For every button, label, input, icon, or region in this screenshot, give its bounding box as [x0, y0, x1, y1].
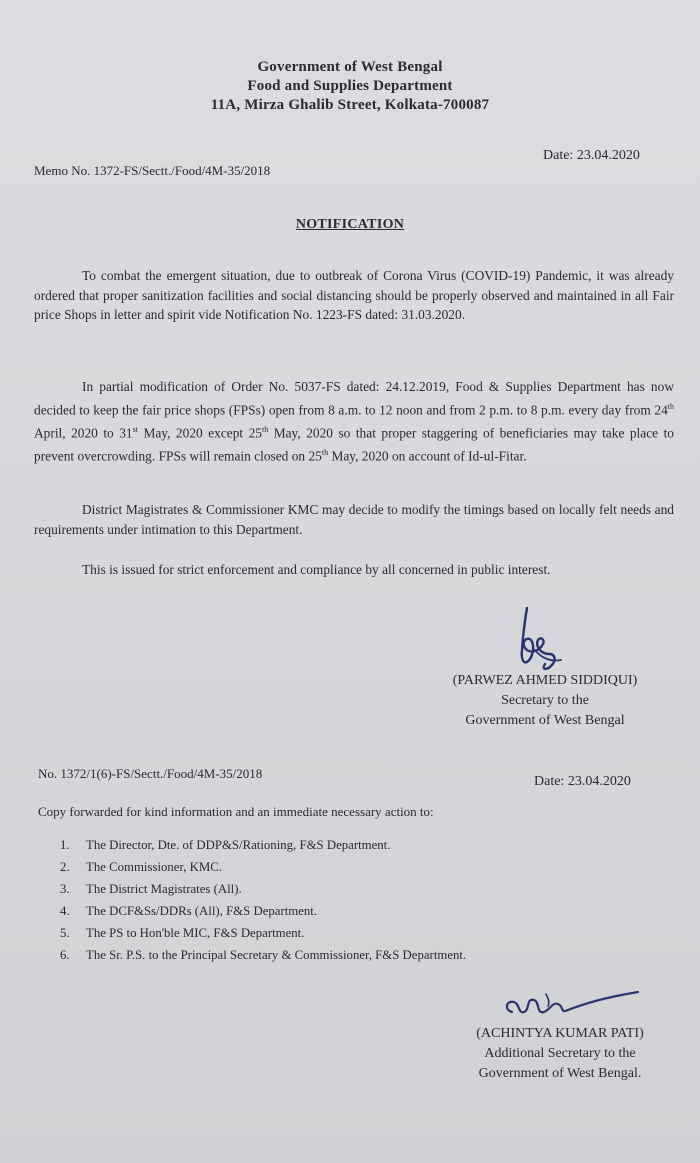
signatory-1-name: (PARWEZ AHMED SIDDIQUI) — [452, 673, 638, 688]
list-item-number: 2. — [60, 860, 70, 874]
paragraph-2-text-c: May, 2020 except 25 — [137, 425, 262, 441]
signatory-2-name: (ACHINTYA KUMAR PATI) — [476, 1026, 644, 1041]
superscript: th — [667, 401, 674, 411]
copy-intro: Copy forwarded for kind information and an immediate necessary action to: — [38, 804, 434, 819]
list-item — [60, 856, 620, 878]
signature-2 — [498, 986, 648, 1026]
notification-title: NOTIFICATION — [295, 217, 405, 232]
list-item-number: 3. — [60, 882, 70, 896]
copy-recipient-list — [60, 834, 620, 966]
superscript: th — [321, 447, 329, 457]
signatory-2 — [440, 1024, 680, 1084]
paragraph-1: To combat the emergent situation, due to outbreak of Corona Virus (COVID-19) Pandemic, it was already ordered that proper sanitization facilities and social distancing should be properly observed and maintained in all Fair price Shops in letter and spirit vide Notification No. 1223-FS dated: 31.03.2020. — [34, 268, 674, 323]
letterhead-government: Government of West Bengal — [257, 59, 443, 75]
signatory-2-government: Government of West Bengal. — [478, 1066, 642, 1081]
list-item — [60, 900, 620, 922]
paragraph-2 — [34, 377, 674, 466]
list-item-text: The DCF&Ss/DDRs (All), F&S Department. — [86, 904, 318, 918]
list-item — [60, 878, 620, 900]
letterhead — [0, 58, 700, 115]
signatory-1-government: Government of West Bengal — [465, 713, 625, 728]
list-item — [60, 834, 620, 856]
superscript: th — [262, 424, 269, 434]
signatory-2-designation: Additional Secretary to the — [484, 1046, 636, 1061]
letterhead-department: Food and Supplies Department — [247, 78, 453, 94]
paragraph-2-text-d: May, 2020 so that proper staggering of beneficiaries may take place to prevent overcrowding. FPSs will remain closed on 25 — [34, 425, 674, 464]
paragraph-2-text-b: April, 2020 to 31 — [34, 425, 133, 441]
copy-number: No. 1372/1(6)-FS/Sectt./Food/4M-35/2018 — [38, 766, 263, 781]
list-item — [60, 922, 620, 944]
list-item-text: The Commissioner, KMC. — [86, 860, 222, 874]
list-item-text: The PS to Hon'ble MIC, F&S Department. — [86, 926, 305, 940]
signatory-1-designation: Secretary to the — [501, 693, 589, 708]
memo-number: Memo No. 1372-FS/Sectt./Food/4M-35/2018 — [34, 163, 271, 178]
paragraph-3: District Magistrates & Commissioner KMC may decide to modify the timings based on locally felt needs and requirements under intimation to this Department. — [34, 502, 674, 537]
list-item-number: 1. — [60, 838, 70, 852]
list-item-number: 5. — [60, 926, 70, 940]
letterhead-address: 11A, Mirza Ghalib Street, Kolkata-700087 — [210, 97, 490, 113]
memo-date: Date: 23.04.2020 — [543, 148, 640, 163]
signatory-1 — [430, 671, 660, 731]
paragraph-4: This is issued for strict enforcement and compliance by all concerned in public interest. — [82, 562, 551, 577]
list-item-text: The Director, Dte. of DDP&S/Rationing, F&S Department. — [86, 838, 391, 852]
list-item-number: 4. — [60, 904, 70, 918]
list-item — [60, 944, 620, 966]
superscript: st — [132, 424, 138, 434]
list-item-text: The Sr. P.S. to the Principal Secretary & Commissioner, F&S Department. — [86, 948, 467, 962]
list-item-text: The District Magistrates (All). — [86, 882, 242, 896]
paragraph-2-text-a: In partial modification of Order No. 5037-FS dated: 24.12.2019, Food & Supplies Department has now decided to keep the fair price shops (FPSs) open from 8 a.m. to 12 noon and from 2 p.m. to 8 p.m. every day from 24 — [34, 379, 674, 418]
paragraph-2-text-e: May, 2020 on account of Id-ul-Fitar. — [328, 448, 527, 464]
signature-1 — [505, 600, 575, 680]
list-item-number: 6. — [60, 948, 70, 962]
copy-date: Date: 23.04.2020 — [534, 774, 631, 789]
